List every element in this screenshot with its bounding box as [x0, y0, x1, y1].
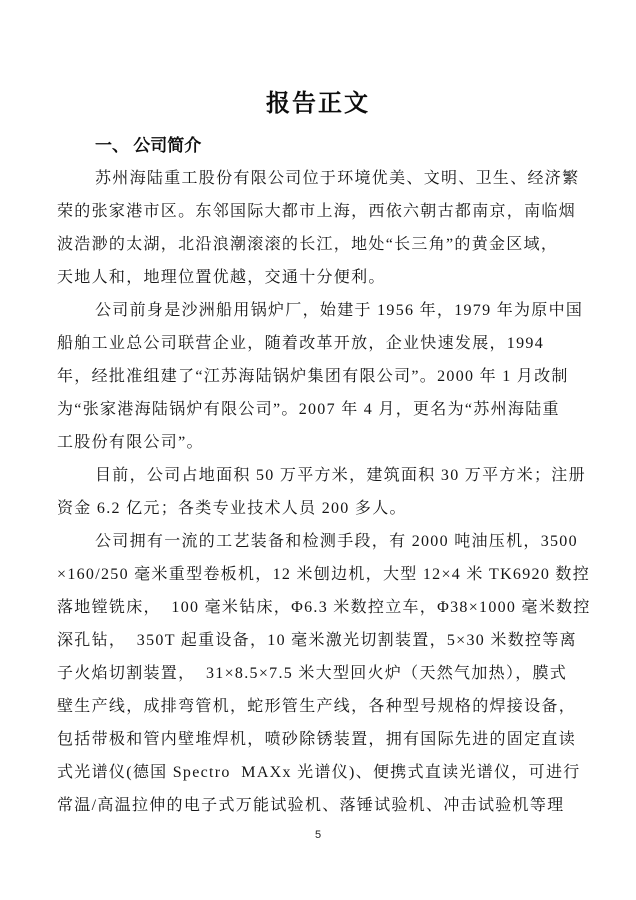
paragraph-line: 公司前身是沙洲船用锅炉厂，始建于 1956 年，1979 年为原中国	[95, 302, 584, 319]
paragraph-line: 子火焰切割装置， 31×8.5×7.5 米大型回火炉（天然气加热），膜式	[57, 665, 568, 682]
paragraph-line: 为“张家港海陆锅炉有限公司”。2007 年 4 月，更名为“苏州海陆重	[57, 401, 560, 418]
paragraph-line: 工股份有限公司”。	[57, 434, 204, 451]
page-number: 5	[314, 829, 322, 841]
paragraph-line: 苏州海陆重工股份有限公司位于环境优美、文明、卫生、经济繁	[95, 170, 580, 187]
paragraph-line: 深孔钻， 350T 起重设备，10 毫米激光切割装置，5×30 米数控等离	[57, 632, 577, 649]
paragraph-line: 包括带极和管内壁堆焊机，喷砂除锈装置，拥有国际先进的固定直读	[57, 731, 577, 748]
paragraph-line: 资金 6.2 亿元；各类专业技术人员 200 多人。	[57, 500, 407, 517]
paragraph-line: 目前，公司占地面积 50 万平方米，建筑面积 30 万平方米；注册	[95, 467, 586, 484]
paragraph	[57, 525, 590, 822]
paragraph-line: 常温/高温拉伸的电子式万能试验机、落锤试验机、冲击试验机等理	[57, 797, 565, 814]
paragraph-line: 公司拥有一流的工艺装备和检测手段，有 2000 吨油压机，3500	[95, 533, 578, 550]
paragraph-line: 壁生产线，成排弯管机，蛇形管生产线，各种型号规格的焊接设备，	[57, 698, 577, 715]
paragraph-line: 年，经批准组建了“江苏海陆锅炉集团有限公司”。2000 年 1 月改制	[57, 368, 569, 385]
document-body	[57, 162, 590, 822]
paragraph-line: 天地人和，地理位置优越，交通十分便利。	[57, 269, 386, 286]
paragraph	[57, 459, 590, 525]
paragraph	[57, 162, 590, 294]
paragraph	[57, 294, 590, 459]
paragraph-line: 船舶工业总公司联营企业，随着改革开放，企业快速发展，1994	[57, 335, 545, 352]
section-heading: 一、 公司简介	[95, 136, 202, 155]
paragraph-line: 落地镗铣床， 100 毫米钻床，Φ6.3 米数控立车，Φ38×1000 毫米数控	[57, 599, 591, 616]
paragraph-line: 式光谱仪(德国 Spectro MAXx 光谱仪)、便携式直读光谱仪，可进行	[57, 764, 581, 781]
paragraph-line: ×160/250 毫米重型卷板机，12 米刨边机，大型 12×4 米 TK6920 数控	[57, 566, 591, 583]
paragraph-line: 荣的张家港市区。东邻国际大都市上海，西依六朝古都南京，南临烟	[57, 203, 577, 220]
page-title: 报告正文	[266, 91, 370, 117]
paragraph-line: 波浩渺的太湖，北沿浪潮滚滚的长江，地处“长三角”的黄金区域，	[57, 236, 559, 253]
